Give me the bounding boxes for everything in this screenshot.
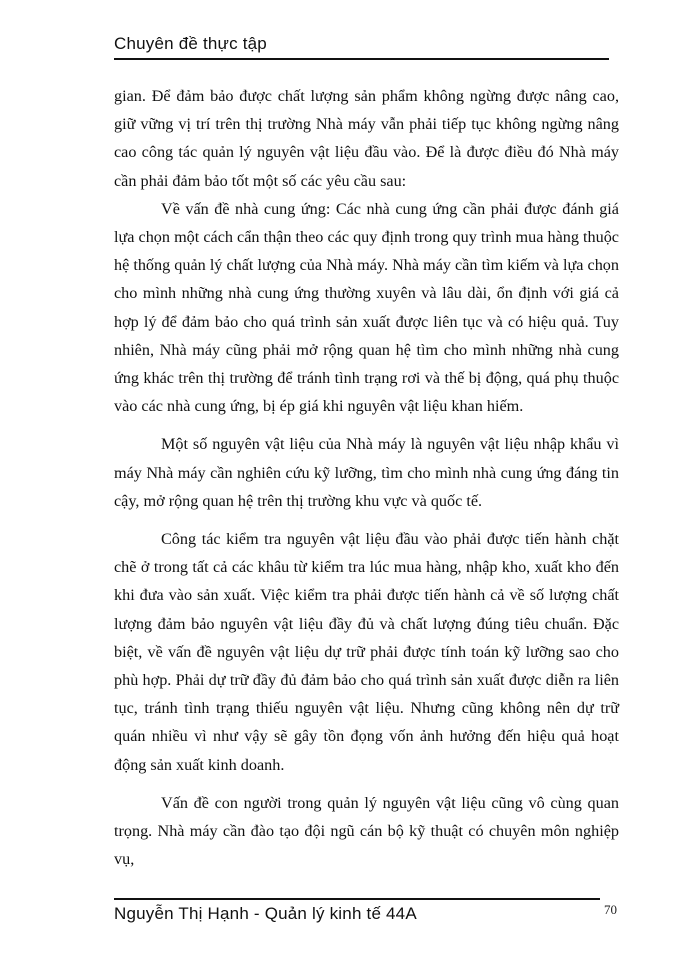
- paragraph-5: Vấn đề con người trong quản lý nguyên vật liệu cũng vô cùng quan trọng. Nhà máy cần đào tạo đội ngũ cán bộ kỹ thuật có chuyên môn nghiệp vụ,: [114, 793, 619, 869]
- paragraph-2: Về vấn đề nhà cung ứng: Các nhà cung ứng cần phải được đánh giá lựa chọn một cách cẩn thận theo các quy định trong quy trình mua hàng thuộc hệ thống quản lý chất lượng của Nhà máy. Nhà máy cần tìm kiếm và lựa chọn cho mình những nhà cung ứng thường xuyên và lâu dài, ổn định với giá cả hợp lý để đảm bảo cho quá trình sản xuất được liên tục và có hiệu quả. Tuy nhiên, Nhà máy cũng phải mở rộng quan hệ tìm cho mình những nhà cung ứng khác trên thị trường để tránh tình trạng rơi và thế bị động, quá phụ thuộc vào các nhà cung ứng, bị ép giá khi nguyên vật liệu khan hiếm.: [114, 199, 619, 416]
- paragraph-4: Công tác kiểm tra nguyên vật liệu đầu vào phải được tiến hành chặt chẽ ở trong tất cả các khâu từ kiểm tra lúc mua hàng, nhập kho, xuất kho đến khi đưa vào sản xuất. Việc kiểm tra phải được tiến hành cả về số lượng chất lượng đảm bảo nguyên vật liệu đầy đủ và chất lượng đúng tiêu chuẩn. Đặc biệt, về vấn đề nguyên vật liệu dự trữ phải được tính toán kỹ lưỡng sao cho phù hợp. Phải dự trữ đầy đủ đảm bảo cho quá trình sản xuất được diễn ra liên tục, tránh tình trạng thiếu nguyên vật liệu. Nhưng cũng không nên dự trữ quán nhiều vì như vậy sẽ gây tồn đọng vốn ảnh hưởng đến hiệu quả hoạt động sản xuất kinh doanh.: [114, 530, 619, 774]
- body-text: [114, 82, 619, 873]
- footer-rule: [114, 898, 600, 900]
- paragraph-1: gian. Để đảm bảo được chất lượng sản phẩm không ngừng được nâng cao, giữ vững vị trí trên thị trường Nhà máy vẫn phải tiếp tục không ngừng nâng cao công tác quản lý nguyên vật liệu đầu vào. Để là được điều đó Nhà máy cần phải đảm bảo tốt một số các yêu cầu sau:: [114, 87, 619, 190]
- page-number: 70: [604, 902, 617, 917]
- paragraph-3: Một số nguyên vật liệu của Nhà máy là nguyên vật liệu nhập khẩu vì máy Nhà máy cần nghiên cứu kỹ lưỡng, tìm cho mình nhà cung ứng đáng tin cậy, mở rộng quan hệ trên thị trường khu vực và quốc tế.: [114, 435, 619, 510]
- footer-author: Nguyễn Thị Hạnh - Quản lý kinh tế 44A: [114, 904, 417, 923]
- header-rule: [114, 58, 609, 60]
- page-header-title: Chuyên đề thực tập: [114, 34, 267, 53]
